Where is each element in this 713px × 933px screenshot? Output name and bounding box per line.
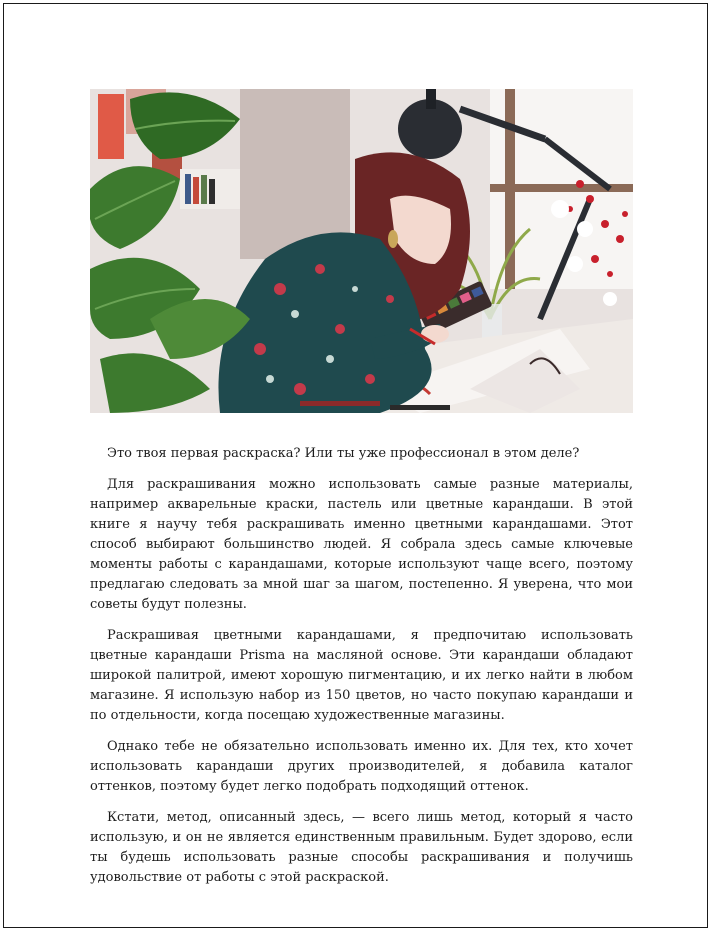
photo-illustration: [90, 89, 633, 413]
paragraph-3: Раскрашивая цветными карандашами, я предпочитаю использовать цветные карандаши Prisma на масляной основе. Эти карандаши обладают широкой палитрой, имеют хорошую пигментацию, и их легко найти в любом магазине. Я использую набор из 150 цветов, но часто покупаю карандаши и по отдельности, когда посещаю художественные магазины.: [90, 628, 633, 723]
artist-drawing-photo: [90, 89, 633, 413]
paragraph-4: Однако тебе не обязательно использовать именно их. Для тех, кто хочет использовать карандаши других производителей, я добавила каталог оттенков, поэтому будет легко подобрать подходящий оттенок.: [90, 739, 633, 794]
paragraph-2: Для раскрашивания можно использовать самые разные материалы, например акварельные краски, пастель или цветные карандаши. В этой книге я научу тебя раскрашивать именно цветными карандашами. Этот способ выбирают большинство людей. Я собрала здесь самые ключевые моменты работы с карандашами, которые используют чаще всего, поэтому предлагаю следовать за мной шаг за шагом, постепенно. Я уверена, что мои советы будут полезны.: [90, 477, 633, 612]
book-page: [3, 3, 708, 928]
paragraph-1: Это твоя первая раскраска? Или ты уже профессионал в этом деле?: [107, 446, 580, 461]
paragraph-5: Кстати, метод, описанный здесь, — всего лишь метод, который я часто использую, и он не является единственным правильным. Будет здорово, если ты будешь использовать разные способы раскрашивания и получишь удовольствие от работы с этой раскраской.: [90, 810, 633, 885]
body-text: [90, 444, 633, 899]
